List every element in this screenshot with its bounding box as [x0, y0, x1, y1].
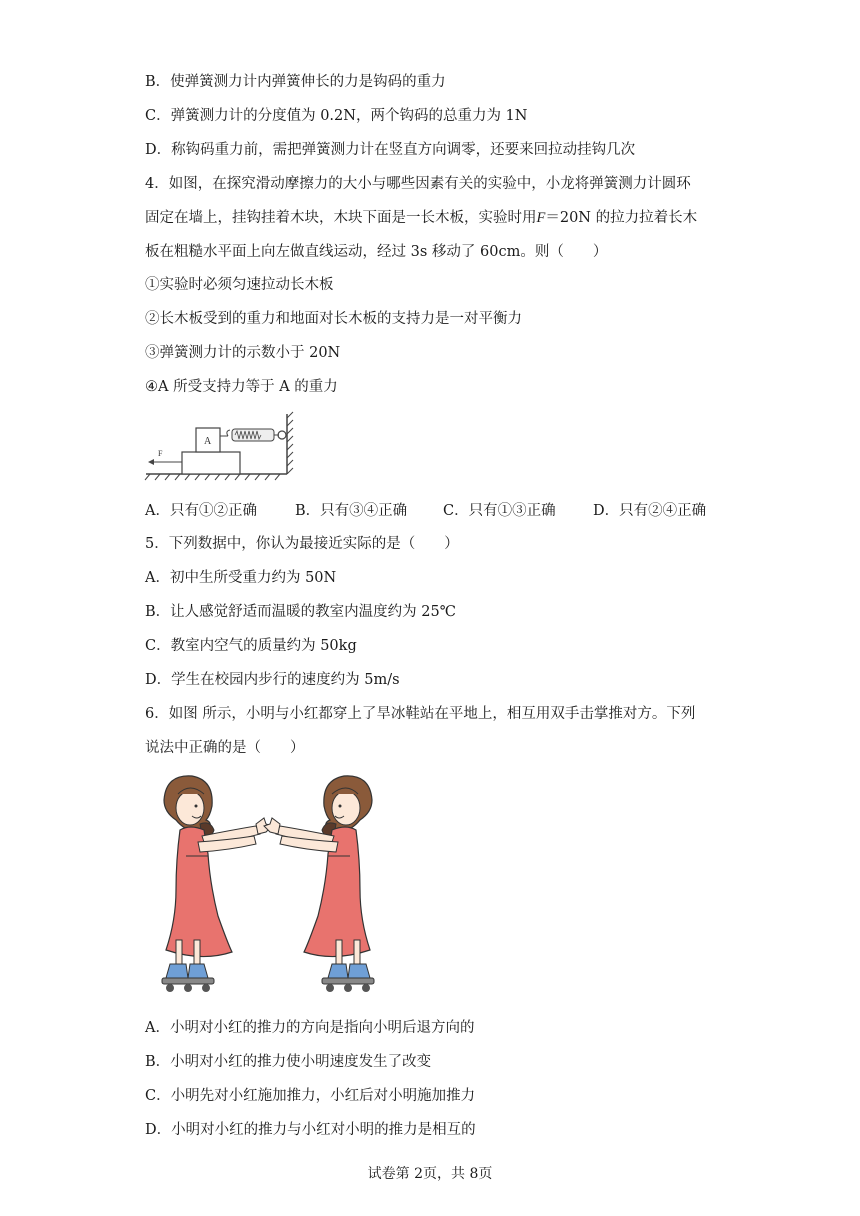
q4-stem-line3: 板在粗糙水平面上向左做直线运动，经过 3s 移动了 60cm。则（ ）: [145, 244, 608, 260]
q6-stem-line1: 6．如图 所示，小明与小红都穿上了旱冰鞋站在平地上，相互用双手击掌推对方。下列: [145, 706, 696, 722]
q3-option-c: C．弹簧测力计的分度值为 0.2N，两个钩码的总重力为 1N: [145, 108, 528, 124]
q4-stem-line1: 4．如图，在探究滑动摩擦力的大小与哪些因素有关的实验中，小龙将弹簧测力计圆环: [145, 176, 691, 192]
friction-experiment-figure: [140, 410, 300, 486]
skaters-illustration: [150, 772, 400, 1002]
q5-option-a: A．初中生所受重力约为 50N: [145, 570, 337, 586]
q4-stem-line2-end: ＝20N 的拉力拉着长木: [545, 210, 698, 226]
q4-options-row: [145, 499, 725, 521]
q5-stem: 5．下列数据中，你认为最接近实际的是（ ）: [145, 536, 459, 552]
q6-option-b: B．小明对小红的推力使小明速度发生了改变: [145, 1054, 432, 1070]
q4-stem-line2-text: 固定在墙上，挂钩挂着木块，木块下面是一长木板，实验时用: [145, 210, 537, 226]
q5-option-b: B．让人感觉舒适而温暖的教室内温度约为 25℃: [145, 604, 456, 620]
q6-option-d: D．小明对小红的推力与小红对小明的推力是相互的: [145, 1122, 476, 1138]
q4-statement-1: ①实验时必须匀速拉动长木板: [145, 277, 334, 293]
q4-option-a: A．只有①②正确: [145, 503, 257, 519]
q4-option-c: C．只有①③正确: [443, 503, 556, 519]
q3-option-d: D．称钩码重力前，需把弹簧测力计在竖直方向调零，还要来回拉动挂钩几次: [145, 142, 636, 158]
q6-stem-line2: 说法中正确的是（ ）: [145, 740, 305, 756]
q4-statement-3: ③弹簧测力计的示数小于 20N: [145, 345, 341, 361]
right-skater-figure: [264, 776, 374, 992]
q5-option-c: C．教室内空气的质量约为 50kg: [145, 638, 357, 654]
q3-option-b: B．使弹簧测力计内弹簧伸长的力是钩码的重力: [145, 74, 446, 90]
q6-option-c: C．小明先对小红施加推力，小红后对小明施加推力: [145, 1088, 476, 1104]
force-f-label: F: [158, 449, 163, 458]
block-a-label: A: [204, 436, 212, 447]
q4-option-d: D．只有②④正确: [593, 503, 707, 519]
q5-option-d: D．学生在校园内步行的速度约为 5m/s: [145, 672, 400, 688]
q4-statement-2: ②长木板受到的重力和地面对长木板的支持力是一对平衡力: [145, 311, 522, 327]
q4-option-b: B．只有③④正确: [295, 503, 408, 519]
q4-force-variable: F: [536, 210, 546, 226]
left-skater-figure: [162, 776, 272, 992]
q4-stem-line2: [145, 208, 697, 228]
q6-option-a: A．小明对小红的推力的方向是指向小明后退方向的: [145, 1020, 475, 1036]
page-footer: 试卷第 2页，共 8页: [367, 1166, 493, 1182]
q4-statement-4: ④A 所受支持力等于 A 的重力: [145, 379, 338, 395]
